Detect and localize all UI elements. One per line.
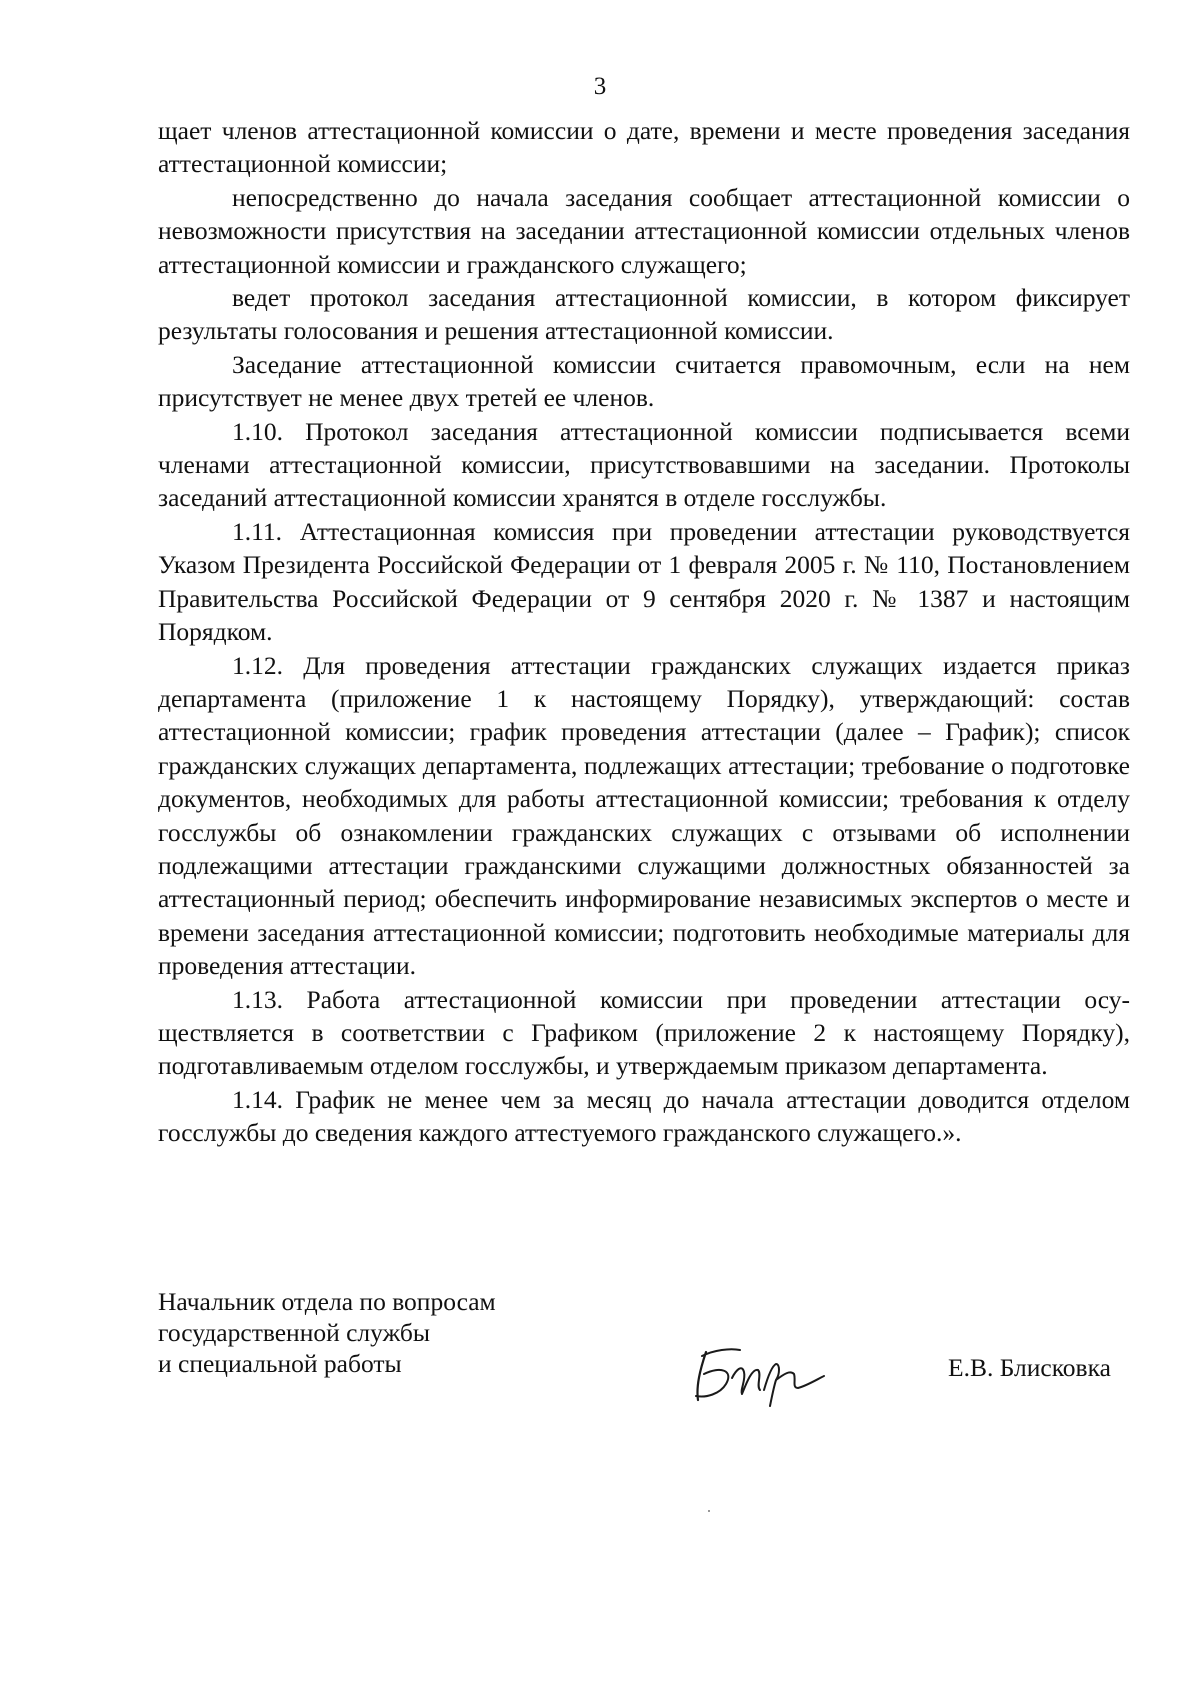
paragraph: непосредственно до начала заседания сообщает аттестационной комиссии о невозможности присутствия на заседании аттестационной комиссии отдельных членов аттестационной комиссии и гражданского служащего;	[158, 182, 1130, 279]
signer-position	[158, 1286, 496, 1379]
document-body	[158, 114, 1130, 1150]
paragraph-1-12: 1.12. Для проведения аттестации гражданских служащих издается приказ департамента (приложение 1 к настоящему Порядку), утверждающий: состав аттестационной комиссии; график проведения аттестации (далее – График); список гражданских служащих департамента, подлежащих аттестации; требование о подготовке документов, необходимых для работы аттестационной комиссии; требования к отделу госслужбы об ознакомлении гражданских служащих с отзывами об исполнении подлежащими аттестации гражданскими служащими должностных обязанностей за аттестационный период; обеспечить информирование независимых экспертов о месте и времени заседания аттестационной комиссии; подготовить необходимые материалы для проведения аттестации.	[158, 650, 1130, 981]
paragraph-1-14: 1.14. График не менее чем за месяц до начала аттестации доводится отделом госслужбы до сведения каждого аттестуемого гражданского служащего.».	[158, 1084, 1130, 1148]
paragraph-continuation: щает членов аттестационной комиссии о дате, времени и месте проведения заседания аттестационной комиссии;	[158, 116, 1130, 179]
signer-name: Е.В. Блисковка	[948, 1353, 1111, 1382]
paragraph: ведет протокол заседания аттестационной комиссии, в котором фиксирует результаты голосования и решения аттестационной комиссии.	[158, 283, 1130, 346]
scan-artifact	[708, 1510, 710, 1512]
paragraph-1-10: 1.10. Протокол заседания аттестационной комиссии подписывается всеми членами аттестационной комиссии, присутствовавшими на заседании. Протоколы заседаний аттестационной комиссии хранятся в отделе госслужбы.	[158, 416, 1130, 513]
signer-position-line: Начальник отдела по вопросам	[158, 1287, 496, 1316]
paragraph-1-13: 1.13. Работа аттестационной комиссии при проведении аттестации осуществляется в соответствии с Графиком (приложение 2 к настоящему Порядку), подготавливаемым отделом госслужбы, и утверждаемым приказом департамента.	[158, 984, 1130, 1081]
paragraph: Заседание аттестационной комиссии считается правомочным, если на нем присутствует не менее двух третей ее членов.	[158, 349, 1130, 413]
handwritten-signature	[676, 1330, 836, 1410]
paragraph-1-11: 1.11. Аттестационная комиссия при проведении аттестации руководствуется Указом Президента Российской Федерации от 1 февраля 2005 г. № 110, Постановлением Правительства Российской Федерации от 9 сентября 2020 г. № 1387 и настоящим Порядком.	[158, 516, 1130, 647]
page-number: 3	[593, 73, 607, 100]
signer-position-line: государственной службы	[158, 1318, 430, 1347]
signer-position-line: и специальной работы	[158, 1349, 402, 1378]
